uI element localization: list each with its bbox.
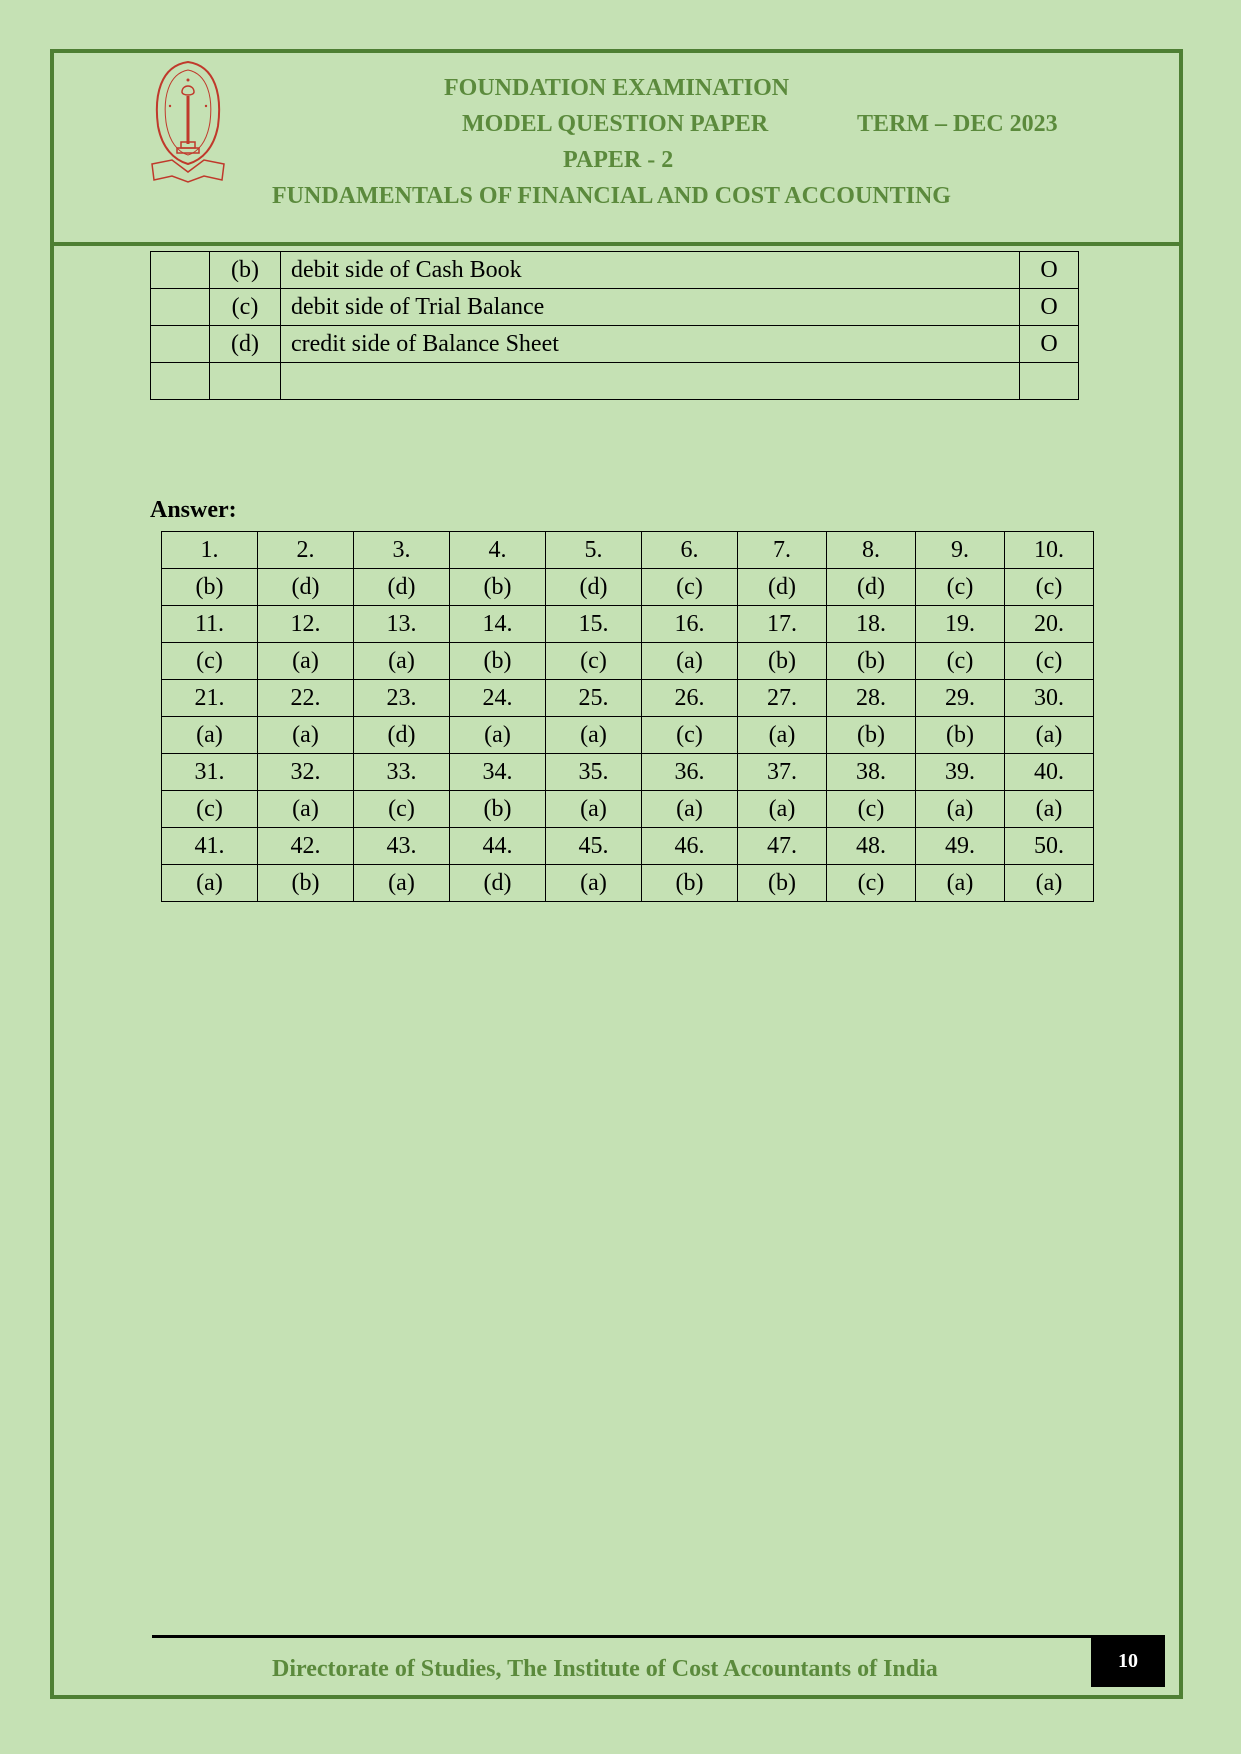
question-number-cell: 31. (162, 754, 258, 791)
answer-cell: (d) (354, 569, 450, 606)
question-number-cell: 47. (738, 828, 827, 865)
answer-cell: (d) (450, 865, 546, 902)
answer-cell: (a) (162, 717, 258, 754)
answer-cell: (b) (827, 717, 916, 754)
question-number-cell: 40. (1005, 754, 1094, 791)
question-number-cell: 37. (738, 754, 827, 791)
answer-cell: (a) (1005, 717, 1094, 754)
question-number-cell: 13. (354, 606, 450, 643)
answer-cell: (c) (827, 791, 916, 828)
answer-cell: (a) (546, 865, 642, 902)
question-number-cell: 16. (642, 606, 738, 643)
question-number-cell: 38. (827, 754, 916, 791)
question-number-cell: 29. (916, 680, 1005, 717)
answer-cell: (a) (354, 865, 450, 902)
question-number-cell: 32. (258, 754, 354, 791)
option-text: credit side of Balance Sheet (281, 326, 1020, 363)
question-number-cell: 15. (546, 606, 642, 643)
question-number-cell: 28. (827, 680, 916, 717)
question-number-cell: 6. (642, 532, 738, 569)
answer-cell: (d) (827, 569, 916, 606)
question-number-cell: 26. (642, 680, 738, 717)
answer-key-table (161, 531, 1094, 902)
question-number-cell: 50. (1005, 828, 1094, 865)
question-number-cell: 17. (738, 606, 827, 643)
question-number-cell: 33. (354, 754, 450, 791)
answer-cell: (a) (258, 643, 354, 680)
option-letter: (b) (210, 252, 281, 289)
answer-cell: (c) (916, 643, 1005, 680)
answer-row (162, 717, 1094, 754)
answer-cell: (c) (642, 569, 738, 606)
answer-cell: (c) (354, 791, 450, 828)
exam-title: FOUNDATION EXAMINATION (444, 75, 790, 101)
question-number-cell: 27. (738, 680, 827, 717)
footer-text: Directorate of Studies, The Institute of Cost Accountants of India (272, 1656, 938, 1682)
answer-cell: (d) (546, 569, 642, 606)
question-number-row (162, 754, 1094, 791)
question-number-cell: 23. (354, 680, 450, 717)
question-number-cell: 49. (916, 828, 1005, 865)
answer-cell: (b) (258, 865, 354, 902)
question-number-cell: 18. (827, 606, 916, 643)
answer-cell: (a) (450, 717, 546, 754)
option-row (151, 289, 1079, 326)
answer-cell: (a) (642, 643, 738, 680)
question-number-cell: 46. (642, 828, 738, 865)
option-row (151, 326, 1079, 363)
option-letter (210, 363, 281, 400)
answer-cell: (b) (450, 643, 546, 680)
question-number-cell: 4. (450, 532, 546, 569)
question-number-cell: 43. (354, 828, 450, 865)
footer-divider (152, 1635, 1091, 1638)
question-number-row (162, 828, 1094, 865)
answer-cell: (c) (546, 643, 642, 680)
answer-cell: (a) (546, 791, 642, 828)
question-number-cell: 14. (450, 606, 546, 643)
option-cell-blank (151, 289, 210, 326)
question-number-cell: 3. (354, 532, 450, 569)
option-letter: (d) (210, 326, 281, 363)
answer-cell: (b) (738, 865, 827, 902)
header-divider (50, 242, 1183, 246)
answer-cell: (a) (1005, 791, 1094, 828)
option-mark (1020, 363, 1079, 400)
answer-cell: (c) (162, 643, 258, 680)
question-number-cell: 21. (162, 680, 258, 717)
answer-row (162, 865, 1094, 902)
option-letter: (c) (210, 289, 281, 326)
answer-cell: (c) (162, 791, 258, 828)
answer-cell: (a) (546, 717, 642, 754)
answer-cell: (d) (354, 717, 450, 754)
option-cell-blank (151, 326, 210, 363)
answer-row (162, 643, 1094, 680)
question-number-cell: 20. (1005, 606, 1094, 643)
answer-cell: (c) (1005, 643, 1094, 680)
answer-cell: (b) (916, 717, 1005, 754)
question-number-cell: 22. (258, 680, 354, 717)
exam-term: TERM – DEC 2023 (857, 111, 1058, 137)
option-text: debit side of Cash Book (281, 252, 1020, 289)
options-table (150, 251, 1079, 400)
answer-cell: (b) (162, 569, 258, 606)
question-number-cell: 48. (827, 828, 916, 865)
answer-row (162, 569, 1094, 606)
question-number-cell: 25. (546, 680, 642, 717)
option-cell-blank (151, 252, 210, 289)
paper-type: MODEL QUESTION PAPER (462, 111, 769, 137)
question-number-cell: 42. (258, 828, 354, 865)
answer-cell: (b) (827, 643, 916, 680)
answer-cell: (d) (258, 569, 354, 606)
answer-cell: (c) (642, 717, 738, 754)
answer-cell: (b) (450, 791, 546, 828)
answer-row (162, 791, 1094, 828)
question-number-cell: 9. (916, 532, 1005, 569)
answer-cell: (a) (642, 791, 738, 828)
question-number-cell: 24. (450, 680, 546, 717)
question-number-cell: 1. (162, 532, 258, 569)
answer-cell: (a) (738, 791, 827, 828)
institute-seal-icon (148, 56, 228, 184)
paper-number: PAPER - 2 (563, 147, 674, 173)
page-number: 10 (1091, 1635, 1165, 1687)
question-number-cell: 7. (738, 532, 827, 569)
answer-cell: (c) (916, 569, 1005, 606)
question-number-cell: 2. (258, 532, 354, 569)
question-number-cell: 11. (162, 606, 258, 643)
question-number-cell: 45. (546, 828, 642, 865)
question-number-cell: 12. (258, 606, 354, 643)
option-mark: O (1020, 252, 1079, 289)
question-number-cell: 5. (546, 532, 642, 569)
question-number-cell: 30. (1005, 680, 1094, 717)
answer-cell: (b) (642, 865, 738, 902)
question-number-row (162, 606, 1094, 643)
question-number-cell: 8. (827, 532, 916, 569)
answer-cell: (c) (827, 865, 916, 902)
question-number-cell: 41. (162, 828, 258, 865)
option-row (151, 363, 1079, 400)
answer-cell: (a) (258, 791, 354, 828)
option-text (281, 363, 1020, 400)
answer-cell: (d) (738, 569, 827, 606)
answer-cell: (b) (738, 643, 827, 680)
option-text: debit side of Trial Balance (281, 289, 1020, 326)
question-number-row (162, 532, 1094, 569)
question-number-cell: 35. (546, 754, 642, 791)
question-number-cell: 39. (916, 754, 1005, 791)
answer-cell: (a) (354, 643, 450, 680)
answer-cell: (b) (450, 569, 546, 606)
option-mark: O (1020, 326, 1079, 363)
question-number-cell: 34. (450, 754, 546, 791)
answer-cell: (c) (1005, 569, 1094, 606)
option-cell-blank (151, 363, 210, 400)
subject-title: FUNDAMENTALS OF FINANCIAL AND COST ACCOUNTING (272, 183, 951, 209)
answer-cell: (a) (916, 865, 1005, 902)
option-row (151, 252, 1079, 289)
answer-cell: (a) (258, 717, 354, 754)
answer-cell: (a) (162, 865, 258, 902)
answer-cell: (a) (738, 717, 827, 754)
question-number-cell: 19. (916, 606, 1005, 643)
question-number-cell: 36. (642, 754, 738, 791)
answer-cell: (a) (1005, 865, 1094, 902)
answer-heading: Answer: (150, 497, 237, 523)
question-number-cell: 44. (450, 828, 546, 865)
question-number-cell: 10. (1005, 532, 1094, 569)
answer-cell: (a) (916, 791, 1005, 828)
question-number-row (162, 680, 1094, 717)
option-mark: O (1020, 289, 1079, 326)
